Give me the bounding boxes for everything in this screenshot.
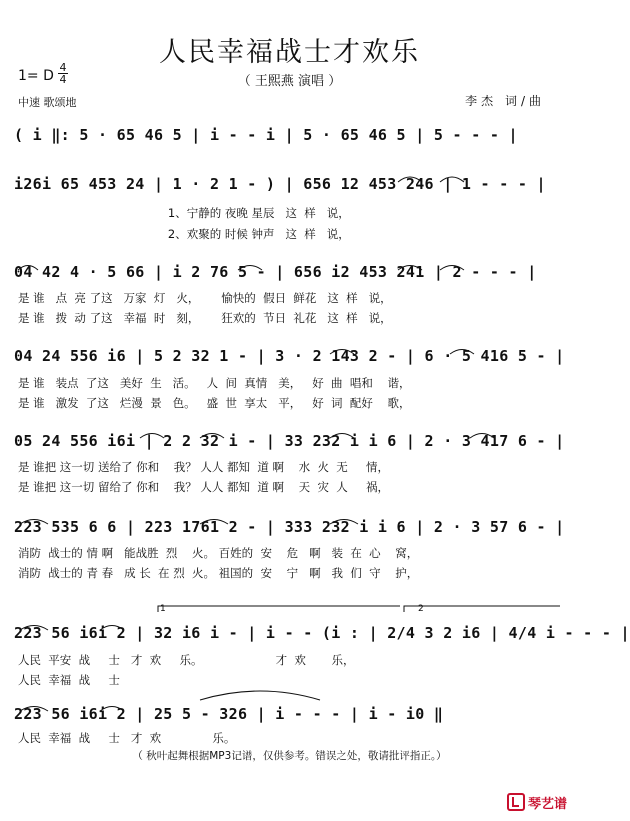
time-signature-top: 4 bbox=[59, 61, 67, 74]
volta-1-label: 1 bbox=[160, 604, 166, 614]
lyric-line-5a: 是 谁把 这一切 送给了 你和 我？ 人人 都知 道 啊 水 火 无 情， bbox=[18, 460, 390, 474]
notation-line-2: i26i 65 453 24 | 1 · 2 1 - ) | 656 12 453 246 | 1 - - - | bbox=[14, 175, 546, 193]
volta-2-label: 2 bbox=[418, 604, 424, 614]
lyric-line-3a: 是 谁 点 亮 了这 万家 灯 火， 愉快的 假日 鲜花 这 样 说， bbox=[18, 291, 392, 305]
lyric-line-6b: 消防 战士的 青 春 成 长 在 烈 火。 祖国的 安 宁 啊 我 们 守 护， bbox=[18, 566, 419, 580]
tempo-marking: 中速 歌颂地 bbox=[18, 96, 77, 109]
slur bbox=[200, 691, 320, 700]
lyric-line-7a: 人民 平安 战 士 才 欢 乐。 才 欢 乐， bbox=[18, 653, 355, 667]
volta-bracket-2 bbox=[404, 606, 560, 612]
lyric-line-2a: 1、宁静的 夜晚 星辰 这 样 说， bbox=[18, 206, 350, 220]
lyric-line-5b: 是 谁把 这一切 留给了 你和 我？ 人人 都知 道 啊 天 灾 人 祸， bbox=[18, 480, 390, 494]
credits: 李杰 词/曲 bbox=[465, 94, 545, 108]
notation-line-7: 223 56 i6i 2 | 32 i6 i - | i - - (i : | 2/4 3 2 i6 | 4/4 i - - - | bbox=[14, 624, 630, 642]
notation-line-1: ( i ‖: 5 · 65 46 5 | i - - i | 5 · 65 46 5 | 5 - - - | bbox=[14, 126, 518, 144]
song-title: 人民幸福战士才欢乐 bbox=[159, 37, 420, 68]
time-signature-bottom: 4 bbox=[59, 73, 67, 86]
lyric-line-2b: 2、欢聚的 时候 钟声 这 样 说， bbox=[18, 227, 350, 241]
performer-line: （ 王熙燕 演唱 ） bbox=[237, 74, 342, 89]
lyric-line-4a: 是 谁 装点 了这 美好 生 活。 人 间 真情 美， 好 曲 唱和 谐， bbox=[18, 376, 411, 390]
watermark-text: 琴艺谱 bbox=[527, 797, 567, 812]
lyric-line-3b: 是 谁 拨 动 了这 幸福 时 刻， 狂欢的 节日 礼花 这 样 说， bbox=[18, 311, 392, 325]
notation-line-8: 223 56 i6i 2 | 25 5 - 326 | i - - - | i - i0 ‖ bbox=[14, 705, 444, 723]
time-signature bbox=[58, 62, 68, 85]
watermark-logo bbox=[507, 793, 567, 812]
footnote: （ 秋叶起舞根据MP3记谱，仅供参考。错误之处，敬请批评指正。） bbox=[132, 750, 447, 762]
lyric-line-4b: 是 谁 激发 了这 烂漫 景 色。 盛 世 享太 平， 好 词 配好 歌， bbox=[18, 396, 411, 410]
lyric-line-7b: 人民 幸福 战 士 bbox=[18, 673, 120, 687]
notation-line-4: 04 24 556 i6 | 5 2 32 1 - | 3 · 2 143 2 - | 6 · 5 416 5 - | bbox=[14, 347, 565, 365]
lyric-line-8a: 人民 幸福 战 士 才 欢 乐。 bbox=[18, 731, 236, 745]
notation-line-3: 04 42 4 · 5 66 | i 2 76 5 - | 656 i2 453 241 | 2 - - - | bbox=[14, 263, 537, 281]
lyric-line-6a: 消防 战士的 情 啊 能战胜 烈 火。 百姓的 安 危 啊 装 在 心 窝， bbox=[18, 546, 419, 560]
notation-line-6: 223 535 6 6 | 223 1761 2 - | 333 232 i i 6 | 2 · 3 57 6 - | bbox=[14, 518, 565, 536]
notation-line-5: 05 24 556 i6i | 2 2 32 i - | 33 232 i i 6 | 2 · 3 417 6 - | bbox=[14, 432, 565, 450]
key-signature: 1= D bbox=[18, 68, 54, 84]
logo-icon bbox=[507, 793, 525, 811]
volta-bracket-1 bbox=[158, 606, 400, 612]
